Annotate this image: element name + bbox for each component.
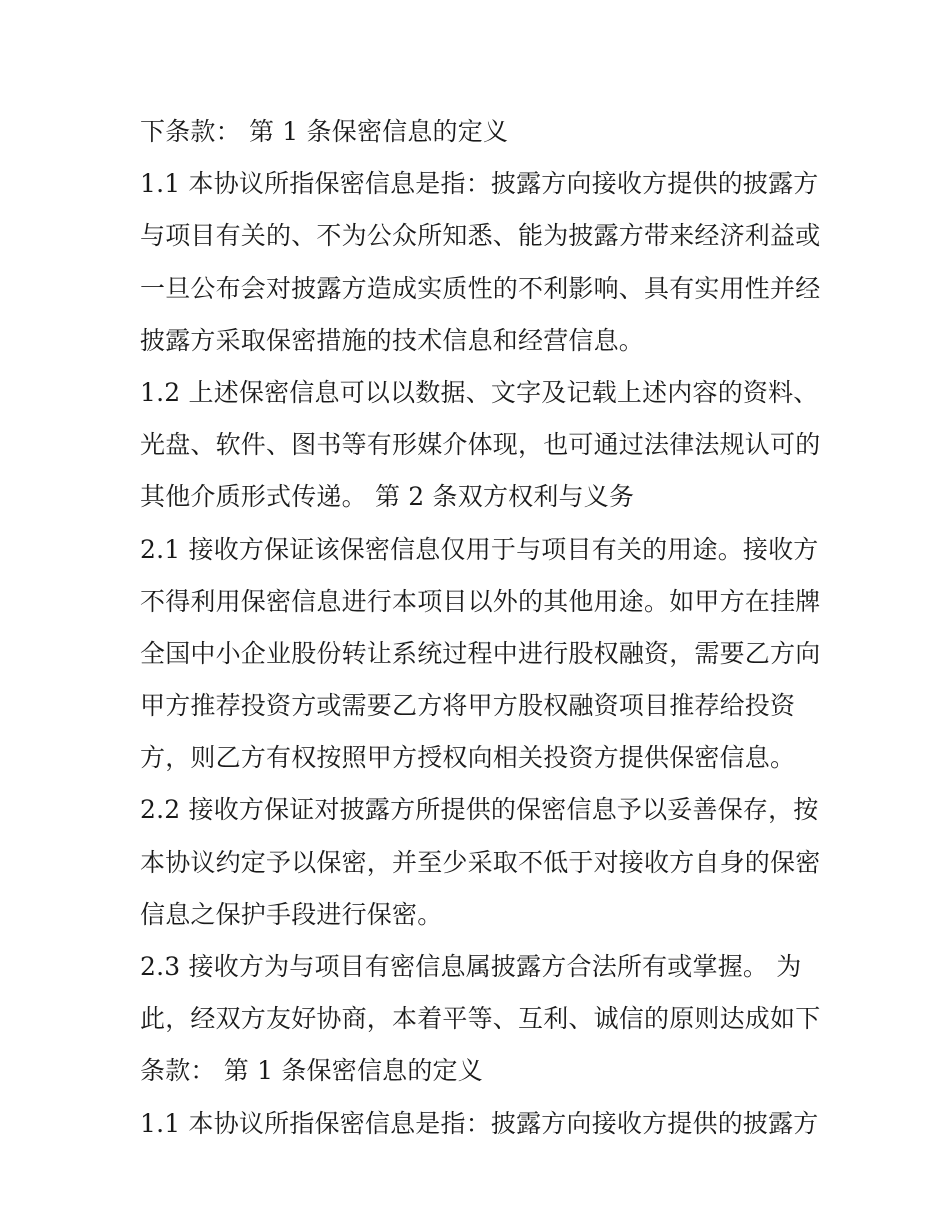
text-line: 2.1 接收方保证该保密信息仅用于与项目有关的用途。接收方 (140, 534, 819, 564)
text-line: 条款： 第 1 条保密信息的定义 (140, 1056, 483, 1086)
text-line: 本协议约定予以保密，并至少采取不低于对接收方自身的保密 (140, 847, 821, 877)
text-line: 全国中小企业股份转让系统过程中进行股权融资，需要乙方向 (140, 638, 821, 668)
text-line: 1.2 上述保密信息可以以数据、文字及记载上述内容的资料、 (140, 377, 819, 407)
text-line: 信息之保护手段进行保密。 (140, 899, 443, 929)
text-line: 光盘、软件、图书等有形媒介体现，也可通过法律法规认可的 (140, 430, 821, 460)
text-line: 与项目有关的、不为公众所知悉、能为披露方带来经济利益或 (140, 221, 821, 251)
text-line: 1.1 本协议所指保密信息是指：披露方向接收方提供的披露方 (140, 169, 819, 199)
text-line: 2.3 接收方为与项目有密信息属披露方合法所有或掌握。 为 (140, 952, 802, 981)
text-line: 下条款： 第 1 条保密信息的定义 (140, 117, 509, 146)
text-line: 2.2 接收方保证对披露方所提供的保密信息予以妥善保存，按 (140, 795, 819, 825)
text-line: 其他介质形式传递。 第 2 条双方权利与义务 (140, 482, 635, 512)
text-line: 一旦公布会对披露方造成实质性的不利影响、具有实用性并经 (140, 273, 821, 303)
text-line: 甲方推荐投资方或需要乙方将甲方股权融资项目推荐给投资 (140, 691, 796, 721)
text-line: 不得利用保密信息进行本项目以外的其他用途。如甲方在挂牌 (140, 586, 821, 616)
text-line: 披露方采取保密措施的技术信息和经营信息。 (140, 325, 645, 355)
text-line: 此，经双方友好协商，本着平等、互利、诚信的原则达成如下 (140, 1004, 821, 1034)
text-line: 1.1 本协议所指保密信息是指：披露方向接收方提供的披露方 (140, 1108, 819, 1138)
document-body (140, 106, 820, 1150)
text-line: 方，则乙方有权按照甲方授权向相关投资方提供保密信息。 (140, 743, 796, 773)
